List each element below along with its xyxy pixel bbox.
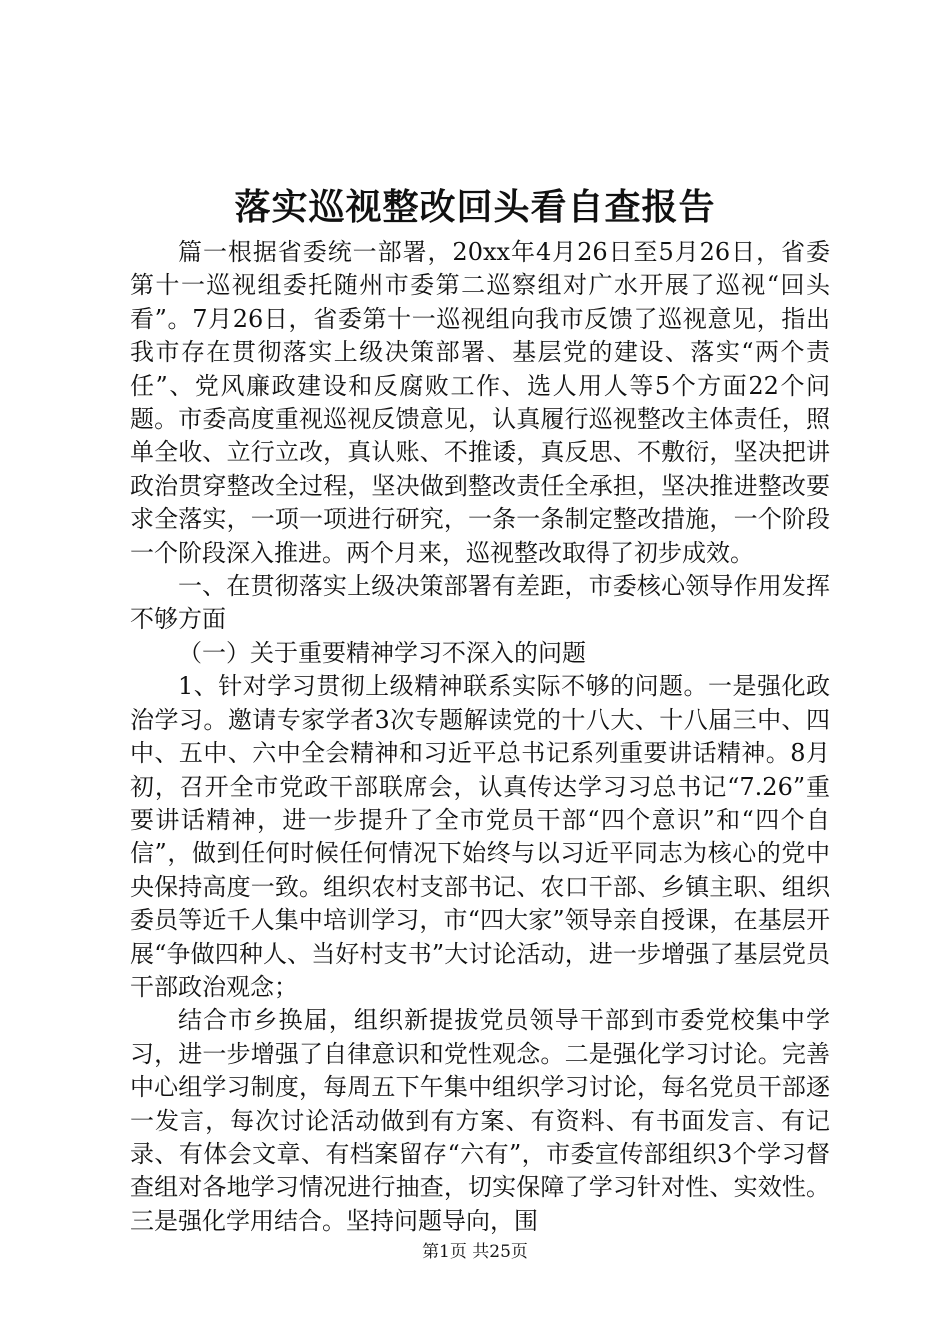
paragraph-item-1: 1、针对学习贯彻上级精神联系实际不够的问题。一是强化政治学习。邀请专家学者3次专题解读党的十八大、十八届三中、四中、五中、六中全会精神和习近平总书记系列重要讲话精神。8月初，召开全市党政干部联席会，认真传达学习习总书记“7.26”重要讲话精神，进一步提升了全市党员干部“四个意识”和“四个自信”，做到任何时候任何情况下始终与以习近平同志为核心的党中央保持高度一致。组织农村支部书记、农口干部、乡镇主职、组织委员等近千人集中培训学习，市“四大家”领导亲自授课，在基层开展“争做四种人、当好村支书”大讨论活动，进一步增强了基层党员干部政治观念； [130,672,830,1001]
paragraph-subsection-heading: （一）关于重要精神学习不深入的问题 [178,638,586,667]
document-title: 落实巡视整改回头看自查报告 [234,186,716,228]
paragraph-section-heading: 一、在贯彻落实上级决策部署有差距，市委核心领导作用发挥不够方面 [130,572,830,634]
paragraph-continuation: 结合市乡换届，组织新提拔党员领导干部到市委党校集中学习，进一步增强了自律意识和党性观念。二是强化学习讨论。完善中心组学习制度，每周五下午集中组织学习讨论，每名党员干部逐一发言，每次讨论活动做到有方案、有资料、有书面发言、有记录、有体会文章、有档案留存“六有”，市委宣传部组织3个学习督查组对各地学习情况进行抽查，切实保障了学习针对性、实效性。三是强化学用结合。坚持问题导向，围 [130,1006,830,1235]
paragraph-intro: 篇一根据省委统一部署，20xx年4月26日至5月26日，省委第十一巡视组委托随州市委第二巡察组对广水开展了巡视“回头看”。7月26日，省委第十一巡视组向我市反馈了巡视意见，指出我市存在贯彻落实上级决策部署、基层党的建设、落实“两个责任”、党风廉政建设和反腐败工作、选人用人等5个方面22个问题。市委高度重视巡视反馈意见，认真履行巡视整改主体责任，照单全收、立行立改，真认账、不推诿，真反思、不敷衍，坚决把讲政治贯穿整改全过程，坚决做到整改责任全承担，坚决推进整改要求全落实，一项一项进行研究，一条一条制定整改措施，一个阶段一个阶段深入推进。两个月来，巡视整改取得了初步成效。 [130,238,830,567]
page-footer: 第1页 共25页 [422,1242,528,1262]
document-body [130,236,830,1238]
